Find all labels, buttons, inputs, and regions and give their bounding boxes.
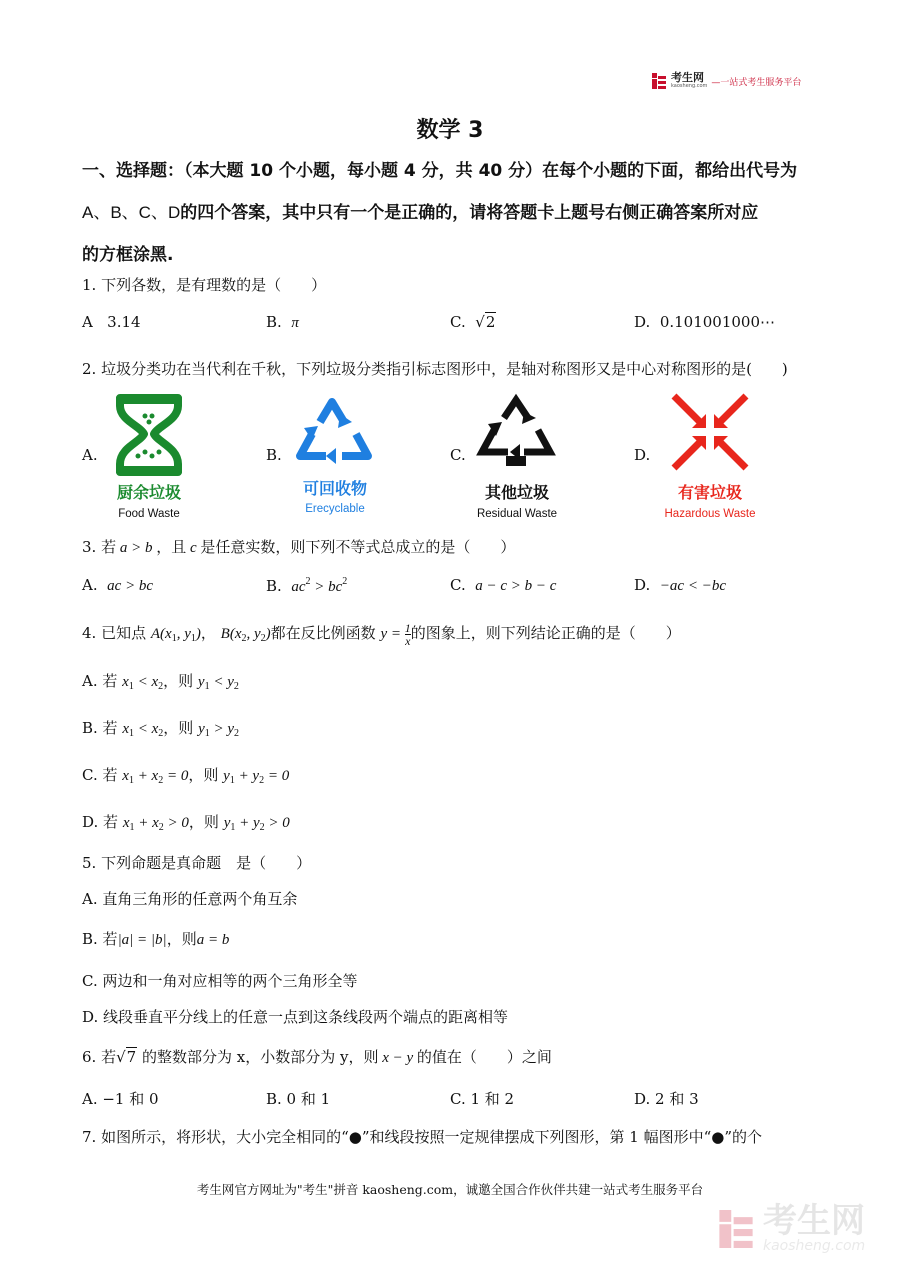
residual-waste-en-label: Residual Waste: [476, 508, 558, 520]
q3-stem-a: 3. 若: [82, 538, 117, 556]
q1-b-value: π: [291, 315, 299, 331]
q4-stem-b: ，: [200, 624, 216, 642]
recyclable-label: 可回收物: [302, 479, 367, 498]
sqrt-sign-icon: √: [475, 313, 485, 331]
q6-expr: x − y: [378, 1050, 417, 1066]
q3-stem-b: ，且: [156, 538, 187, 556]
q4-c-label: C. 若: [82, 766, 118, 784]
q4-a-cond: $x_1 < x_2$: [122, 674, 164, 692]
q4-stem-c: 都在反比例函数: [270, 624, 376, 642]
page-title: 数学 3: [416, 118, 484, 143]
q3-option-a: [82, 576, 153, 595]
q3-a-label: A.: [82, 576, 98, 594]
q3-var-c: c: [186, 540, 201, 556]
q4-option-b: [82, 717, 239, 739]
food-waste-en-label: Food Waste: [118, 508, 180, 520]
slogan-text: 一站式考生服务平台: [720, 77, 802, 88]
option-letters: A、B、C、D: [82, 203, 181, 222]
q4-a-then: ，则: [163, 672, 194, 690]
recyclable-icon: [290, 392, 378, 472]
q5-b-prefix: B. 若: [82, 930, 118, 948]
q4-stem-d: 的图象上，则下列结论正确的是（ ）: [410, 624, 681, 642]
q1-c-value: 2: [485, 313, 496, 331]
q6-option-c: C. 1 和 2: [450, 1090, 515, 1108]
q5-option-d: D. 线段垂直平分线上的任意一点到这条线段两个端点的距离相等: [82, 1008, 509, 1026]
q4-b-label: B. 若: [82, 719, 118, 737]
q3-d-label: D.: [634, 576, 651, 594]
q4-function: y = $\frac{1}{x}$: [380, 621, 411, 649]
watermark-wordmark: [763, 1201, 866, 1254]
q3-c-label: C.: [450, 576, 466, 594]
q4-stem: [82, 622, 681, 647]
q4-c-cond: $x_1 + x_2 = 0$: [122, 768, 189, 786]
q6-option-d: D. 2 和 3: [634, 1090, 699, 1108]
logo-text: 考生网: [671, 71, 704, 84]
q6-option-b: B. 0 和 1: [266, 1090, 331, 1108]
header-slogan: —一站式考生服务平台: [711, 77, 802, 88]
section-instructions-line2: [82, 198, 758, 223]
q5-b-concl: a = b: [196, 932, 230, 948]
q4-stem-a: 4. 已知点: [82, 624, 147, 642]
q3-condition: a > b: [116, 540, 157, 556]
q6-stem: [82, 1046, 552, 1067]
q1-a-label: A: [82, 313, 93, 331]
q3-c-expr: a − c > b − c: [475, 578, 557, 594]
page-footer: 考生网官方网址为"考生"拼音 kaosheng.com，诚邀全国合作伙伴共建一站式考生服务平台: [196, 1182, 704, 1197]
q4-b-cond: $x_1 < x_2$: [122, 721, 164, 739]
q2-stem: 2. 垃圾分类功在当代利在千秋，下列垃圾分类指引标志图形中，是轴对称图形又是中心对称图形的是( ): [82, 360, 788, 378]
q6-radicand: 7: [126, 1048, 137, 1066]
logo-domain: kaosheng.com: [671, 83, 708, 89]
q6-stem-a: 6. 若: [82, 1048, 117, 1066]
q1-option-d: [634, 313, 775, 331]
q1-option-a: [82, 313, 141, 331]
hazardous-waste-label: 有害垃圾: [677, 483, 742, 502]
q4-option-c: [82, 764, 289, 786]
q4-d-cond: $x_1 + x_2 > 0$: [122, 815, 189, 833]
q3-option-d: [634, 576, 726, 595]
q3-a-expr: ac > bc: [107, 578, 154, 594]
q4-point-a: $A(x_1$, $y_1$): [150, 626, 201, 644]
q4-b-concl: $y_1 > y_2$: [198, 721, 240, 739]
q1-a-value: 3.14: [107, 313, 141, 331]
q5-stem: 5. 下列命题是真命题 是（ ）: [82, 854, 312, 872]
watermark-domain: kaosheng.com: [763, 1238, 866, 1254]
kaosheng-logo-icon: [651, 72, 667, 90]
q5-option-c: C. 两边和一角对应相等的两个三角形全等: [82, 972, 358, 990]
q1-option-b: [266, 313, 299, 332]
q2-b-label: B.: [266, 446, 282, 464]
q3-b-label: B.: [266, 577, 282, 595]
q6-stem-b: 的整数部分为 x，小数部分为 y，则: [141, 1048, 379, 1066]
q1-option-c: [450, 313, 496, 331]
watermark-text: 考生网: [763, 1201, 865, 1241]
q4-a-concl: $y_1 < y_2$: [197, 674, 239, 692]
q4-option-a: [82, 670, 239, 692]
q1-d-value: 0.101001000⋯: [659, 313, 776, 331]
q1-stem: 1. 下列各数，是有理数的是（ ）: [82, 276, 327, 294]
q3-option-c: [450, 576, 556, 595]
q4-d-label: D. 若: [82, 813, 119, 831]
q4-c-concl: $y_1 + y_2 = 0$: [223, 768, 290, 786]
instructions-line2-rest: 的四个答案，其中只有一个是正确的，请将答题卡上题号右侧正确答案所对应: [180, 203, 759, 223]
watermark: [717, 1201, 866, 1254]
residual-waste-icon: [476, 392, 556, 472]
q3-b-expr: $ac^2 > bc^2$: [291, 576, 348, 595]
q1-c-label: C.: [450, 313, 466, 331]
q7-stem: 7. 如图所示，将形状，大小完全相同的“●”和线段按照一定规律摆成下列图形，第 1 幅图形中“●”的个: [82, 1128, 763, 1146]
q2-d-label: D.: [634, 446, 651, 464]
recyclable-en-label: Erecyclable: [305, 503, 365, 515]
hazardous-waste-icon: [670, 392, 750, 472]
section-instructions-line1: 一、选择题：（本大题 10 个小题，每小题 4 分，共 40 分）在每个小题的下面，都给出代号为: [82, 161, 798, 181]
q5-b-then: ，则: [166, 930, 197, 948]
q5-option-a: A. 直角三角形的任意两个角互余: [82, 890, 298, 908]
q5-b-cond: |a| = |b|: [117, 932, 167, 948]
q4-d-then: ，则: [188, 813, 219, 831]
q1-b-label: B.: [266, 313, 282, 331]
hazardous-waste-en-label: Hazardous Waste: [664, 508, 756, 520]
q4-d-concl: $y_1 + y_2 > 0$: [223, 815, 290, 833]
q3-stem-c: 是任意实数，则下列不等式总成立的是（ ）: [200, 538, 516, 556]
q6-stem-c: 的值在（ ）之间: [416, 1048, 552, 1066]
watermark-logo-icon: [717, 1207, 755, 1251]
residual-waste-label: 其他垃圾: [484, 483, 549, 502]
food-waste-icon: [114, 394, 184, 476]
sqrt-sign-icon: √: [116, 1048, 126, 1066]
q4-b-then: ，则: [163, 719, 194, 737]
food-waste-label: 厨余垃圾: [116, 483, 181, 502]
logo-wordmark: [671, 73, 707, 89]
q2-a-label: A.: [82, 446, 98, 464]
q1-d-label: D.: [634, 313, 651, 331]
q3-option-b: [266, 576, 347, 596]
q3-stem: [82, 536, 515, 557]
q3-d-expr: −ac < −bc: [659, 578, 726, 594]
q4-option-d: [82, 811, 290, 833]
q4-point-b: $B(x_2$, $y_2$): [220, 626, 271, 644]
q4-a-label: A. 若: [82, 672, 118, 690]
q2-c-label: C.: [450, 446, 466, 464]
header-logo[interactable]: [651, 72, 801, 90]
q4-c-then: ，则: [188, 766, 219, 784]
q5-option-b: [82, 928, 229, 949]
q6-option-a: A. −1 和 0: [82, 1090, 159, 1108]
section-instructions-line3: 的方框涂黑.: [82, 245, 174, 265]
